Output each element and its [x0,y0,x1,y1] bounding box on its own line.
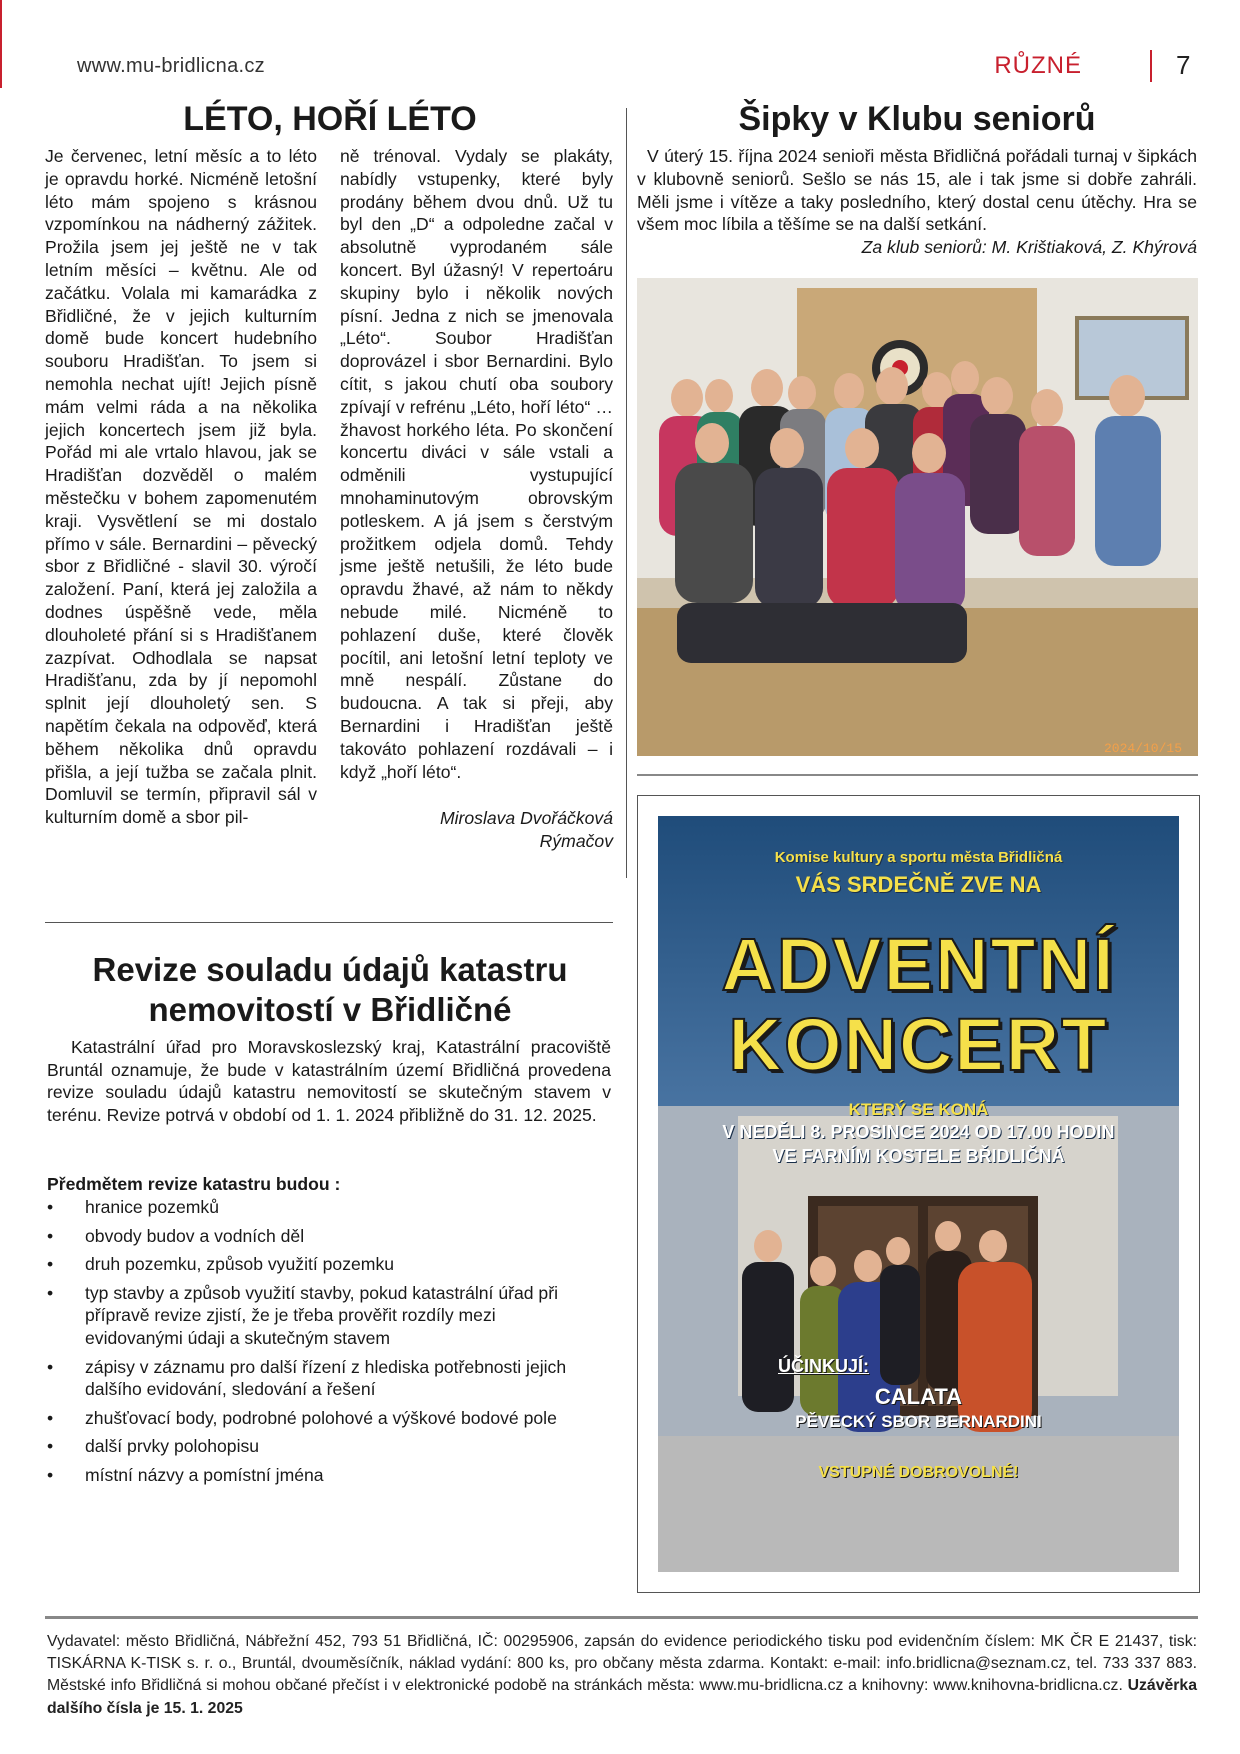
article-title-revize [45,950,615,1030]
poster-when-label: KTERÝ SE KONÁ [848,1100,989,1119]
article-sipky-text: V úterý 15. října 2024 senioři města Břidličná pořádali turnaj v šipkách v klubovně seniorů. Sešlo se nás 15, ale i tak jsme si dobře zahráli. Měli jsme i vítěze a taky posledního, který dostal cenu útěchy. Hra se všem moc líbila a těšíme se na další setkání. [637,146,1197,235]
poster-invite: VÁS SRDEČNĚ ZVE NA [795,872,1042,897]
list-item: • zápisy v záznamu pro další řízení z hlediska potřebnosti jejich dalšího evidování, sledování a řešení [47,1356,567,1401]
advent-concert-poster [637,795,1200,1593]
next-issue-deadline: Uzávěrka dalšího čísla je 15. 1. 2025 [47,1677,1198,1717]
list-item: • zhušťovací body, podrobné polohové a výškové bodové pole [47,1407,567,1430]
publisher-text: Vydavatel: město Břidličná, Nábřežní 452, 793 51 Břidličná, IČ: 00295906, zapsán do evidence periodického tisku pod evidenčním číslem: MK ČR E 21437, tisk: TISKÁRNA K-TISK s. r. o., Bruntál, dvouměsíčník, náklad vydání: 800 ks, pro občany města zdarma. Kontakt: e-mail: info.bridlicna@seznam.cz, tel. 733 337 883. Městské info Břidličná si mohou občané přečíst i v elektronické podobě na stránkách města: www.mu-bridlicna.cz a knihovny: www.knihovna-bridlicna.cz. [47,1633,1197,1695]
publisher-info [47,1631,1197,1720]
list-item: • obvody budov a vodních děl [47,1225,567,1248]
poster-title-adventni: ADVENTNÍ [721,923,1116,1006]
article-leto-column-2-wrap [340,145,613,853]
footer-divider [45,1616,1198,1619]
header-separator [1150,50,1152,82]
poster-performers-label: ÚČINKUJÍ: [778,1356,870,1376]
revize-list-heading: Předmětem revize katastru budou : [47,1174,341,1194]
revize-list [47,1196,567,1493]
article-title-revize-line1: Revize souladu údajů katastru [92,951,568,988]
article-leto-column-1: Je červenec, letní měsíc a to léto je opravdu horké. Nicméně letošní léto mám spojeno s krásnou vzpomínkou na nádherný zážitek. Prožila jsem jej ještě ne v tak letním měsíci – květnu. Ale od začátku. Volala mi kamarádka z Břidličné, že v jejich kulturním domě bude koncert hudebního souboru Hradišťan. To jsem si nemohla nechat ujít! Jejich písně mám velmi ráda a na několika jejich koncertech jsem již byla. Pořád mi ale vrtalo hlavou, jak se Hradišťan dozvěděl o malém městečku v bohem zapomenutém kraji. Vysvětlení se mi dostalo přímo v sále. Bernardini – pěvecký sbor z Břidličné - slavil 30. výročí založení. Paní, která jej založila a dodnes úspěšně vede, měla dlouholeté přání si s Hradišťanem zazpívat. Odhodlala se napsat Hradišťanu, zda by jí nepomohl splnit její dlouholetý sen. S napětím čekala na odpověď, která během několika dnů opravdu přišla, a její tužba se začala plnit. Domluvil se termín, připravil sál v kulturním domě a sbor pil- [45,146,317,828]
section-divider-left [45,922,613,923]
poster-venue: VE FARNÍM KOSTELE BŘIDLIČNÁ [772,1146,1065,1166]
article-title-leto: LÉTO, HOŘÍ LÉTO [183,100,477,138]
article-leto-column-2: ně trénoval. Vydaly se plakáty, nabídly vstupenky, které byly prodány během dvou dnů. Už tu byl den „D“ a odpoledne začal v absolutně vyprodaném sále koncert. Byl úžasný! V repertoáru skupiny bylo i několik nových písní. Jedna z nich se jmenovala „Léto“. Soubor Hradišťan doprovázel i sbor Bernardini. Bylo cítit, s jakou chutí oba soubory zpívají v refrénu „Léto, hoří léto“ … žhavost horkého léta. Po skončení koncertu diváci v sále vstali a odměnili vystupující mnohaminutovým obrovským potleskem. A já jsem s čerstvým prožitkem odjela domů. Tehdy jsme ještě netušili, že léto bude opravdu žhavé, až nám to někdy nebude milé. Nicméně to pohlazení duše, které člověk pocítil, ani letošní letní teploty ve mně nespálí. Zůstane do budoucna. A tak si přeji, aby Bernardini i Hradišťan ještě takováto pohlazení rozdávali – i když „hoří léto“. [340,146,613,782]
page-number: 7 [1176,50,1191,80]
poster-performer-bernardini: PĚVECKÝ SBOR BERNARDINI [795,1412,1042,1431]
photo-date-stamp: 2024/10/15 [1103,741,1182,756]
article-title-sipky: Šipky v Klubu seniorů [738,100,1096,138]
article-leto-author: Miroslava Dvořáčková [439,808,613,829]
list-item: • typ stavby a způsob využití stavby, pokud katastrální úřad při přípravě revize zjistí, že je třeba prověřit rozdíly mezi evidovanými údaji a skutečným stavem [47,1282,567,1350]
column-divider [626,108,627,878]
list-item: • místní názvy a pomístní jména [47,1464,567,1487]
section-label: RŮZNÉ [994,52,1082,79]
poster-performer-calata: CALATA [874,1384,963,1409]
list-item: • druh pozemku, způsob využití pozemku [47,1253,567,1276]
list-item: • hranice pozemků [47,1196,567,1219]
article-revize-text: Katastrální úřad pro Moravskoslezský kraj, Katastrální pracoviště Bruntál oznamuje, že bude v katastrálním území Břidličná provedena revize souladu údajů katastru nemovitostí se skutečným stavem v terénu. Revize potrvá v období od 1. 1. 2024 přibližně do 31. 12. 2025. [47,1037,611,1125]
poster-organizer: Komise kultury a sportu města Břidličná [774,849,1063,866]
poster-date: V NEDĚLI 8. PROSINCE 2024 OD 17.00 HODIN [722,1122,1115,1142]
article-leto-author-place: Rýmačov [539,831,613,852]
list-item: • další prvky polohopisu [47,1435,567,1458]
section-divider-right [637,774,1198,776]
poster-artwork [658,816,1179,1572]
seniors-group-photo [637,278,1198,756]
article-title-revize-line2: nemovitostí v Břidličné [148,991,512,1028]
poster-entry: VSTUPNÉ DOBROVOLNÉ! [818,1464,1019,1481]
site-url[interactable]: www.mu-bridlicna.cz [77,55,265,77]
page-edge-mark [0,0,2,88]
poster-title-koncert: KONCERT [728,1003,1109,1086]
article-sipky-body [637,145,1197,259]
article-sipky-signature: Za klub seniorů: M. Krištiaková, Z. Khýrová [861,237,1197,258]
